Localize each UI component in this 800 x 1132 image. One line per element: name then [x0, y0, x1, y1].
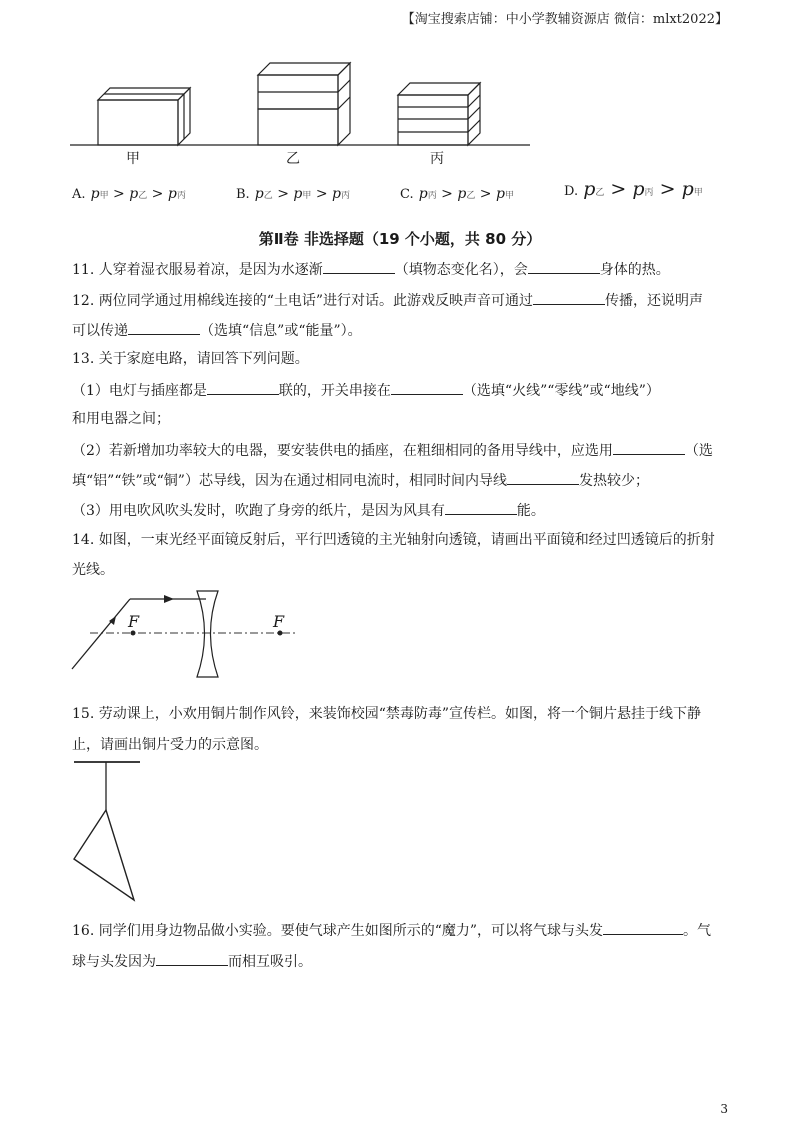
answer-blank[interactable] — [128, 320, 200, 335]
question-13-part2: （2）若新增加功率较大的电器，要安装供电的插座，在粗细相同的备用导线中，应选用 （选 — [72, 440, 713, 460]
answer-blank[interactable] — [603, 920, 683, 935]
answer-blank[interactable] — [613, 440, 685, 455]
question-12-line2: 可以传递 （选填“信息”或“能量”）。 — [72, 320, 362, 340]
answer-blank[interactable] — [507, 470, 579, 485]
question-15: 15. 劳动课上，小欢用铜片制作风铃，来装饰校园“禁毒防毒”宣传栏。如图，将一个铜片悬挂于线下静 — [72, 706, 702, 722]
option-d — [564, 178, 703, 200]
option-formula: p甲 > p乙 > p丙 — [90, 186, 186, 202]
answer-blank[interactable] — [207, 380, 279, 395]
option-formula: p乙 > p甲 > p丙 — [254, 186, 351, 202]
option-a — [72, 183, 186, 202]
option-letter: B. — [236, 187, 250, 202]
question-13-part1-cont: 和用电器之间； — [72, 411, 170, 427]
question-14-line2: 光线。 — [72, 562, 114, 578]
page-header-banner: 【淘宝搜索店铺：中小学教辅资源店 微信：mlxt2022】 — [401, 12, 728, 27]
question-13-part1: （1）电灯与插座都是 联的，开关串接在 （选填“火线”“零线”或“地线”） — [72, 380, 660, 400]
concave-lens-figure — [60, 585, 320, 685]
question-14: 14. 如图，一束光经平面镜反射后，平行凹透镜的主光轴射向透镜，请画出平面镜和经过凹透镜后的折射 — [72, 532, 715, 548]
option-letter: D. — [564, 184, 579, 199]
block-label-bing: 丙 — [430, 151, 444, 167]
answer-blank[interactable] — [391, 380, 463, 395]
focal-label-left: F — [128, 612, 140, 631]
answer-blank[interactable] — [528, 259, 600, 274]
option-letter: C. — [400, 187, 414, 202]
option-formula: p乙 > p丙 > p甲 — [583, 178, 703, 200]
question-11: 11. 人穿着湿衣服易着凉，是因为水逐渐 （填物态变化名），会 身体的热。 — [72, 259, 670, 279]
question-13-part2-cont: 填“铝”“铁”或“铜”）芯导线，因为在通过相同电流时，相同时间内导线 发热较少； — [72, 470, 649, 490]
question-16-line2: 球与头发因为 而相互吸引。 — [72, 951, 312, 971]
block-label-yi: 乙 — [286, 151, 300, 167]
focal-label-right: F — [273, 612, 285, 631]
option-letter: A. — [72, 187, 86, 202]
answer-blank[interactable] — [445, 500, 517, 515]
section-title: 第Ⅱ卷 非选择题（19 个小题，共 80 分） — [258, 230, 542, 248]
page-number: 3 — [720, 1102, 728, 1116]
answer-blank[interactable] — [156, 951, 228, 966]
option-formula: p丙 > p乙 > p甲 — [418, 186, 514, 202]
answer-blank[interactable] — [533, 290, 605, 305]
option-b — [236, 183, 350, 202]
question-13-part3: （3）用电吹风吹头发时，吹跑了身旁的纸片，是因为风具有 能。 — [72, 500, 545, 520]
question-16: 16. 同学们用身边物品做小实验。要使气球产生如图所示的“魔力”，可以将气球与头发 。气 — [72, 920, 711, 940]
copper-chime-figure — [66, 755, 156, 905]
question-15-line2: 止，请画出铜片受力的示意图。 — [72, 737, 268, 753]
answer-blank[interactable] — [323, 259, 395, 274]
question-12: 12. 两位同学通过用棉线连接的“土电话”进行对话。此游戏反映声音可通过 传播，还说明声 — [72, 290, 703, 310]
block-label-jia: 甲 — [126, 151, 140, 167]
option-c — [400, 183, 514, 202]
question-13: 13. 关于家庭电路，请回答下列问题。 — [72, 351, 309, 367]
